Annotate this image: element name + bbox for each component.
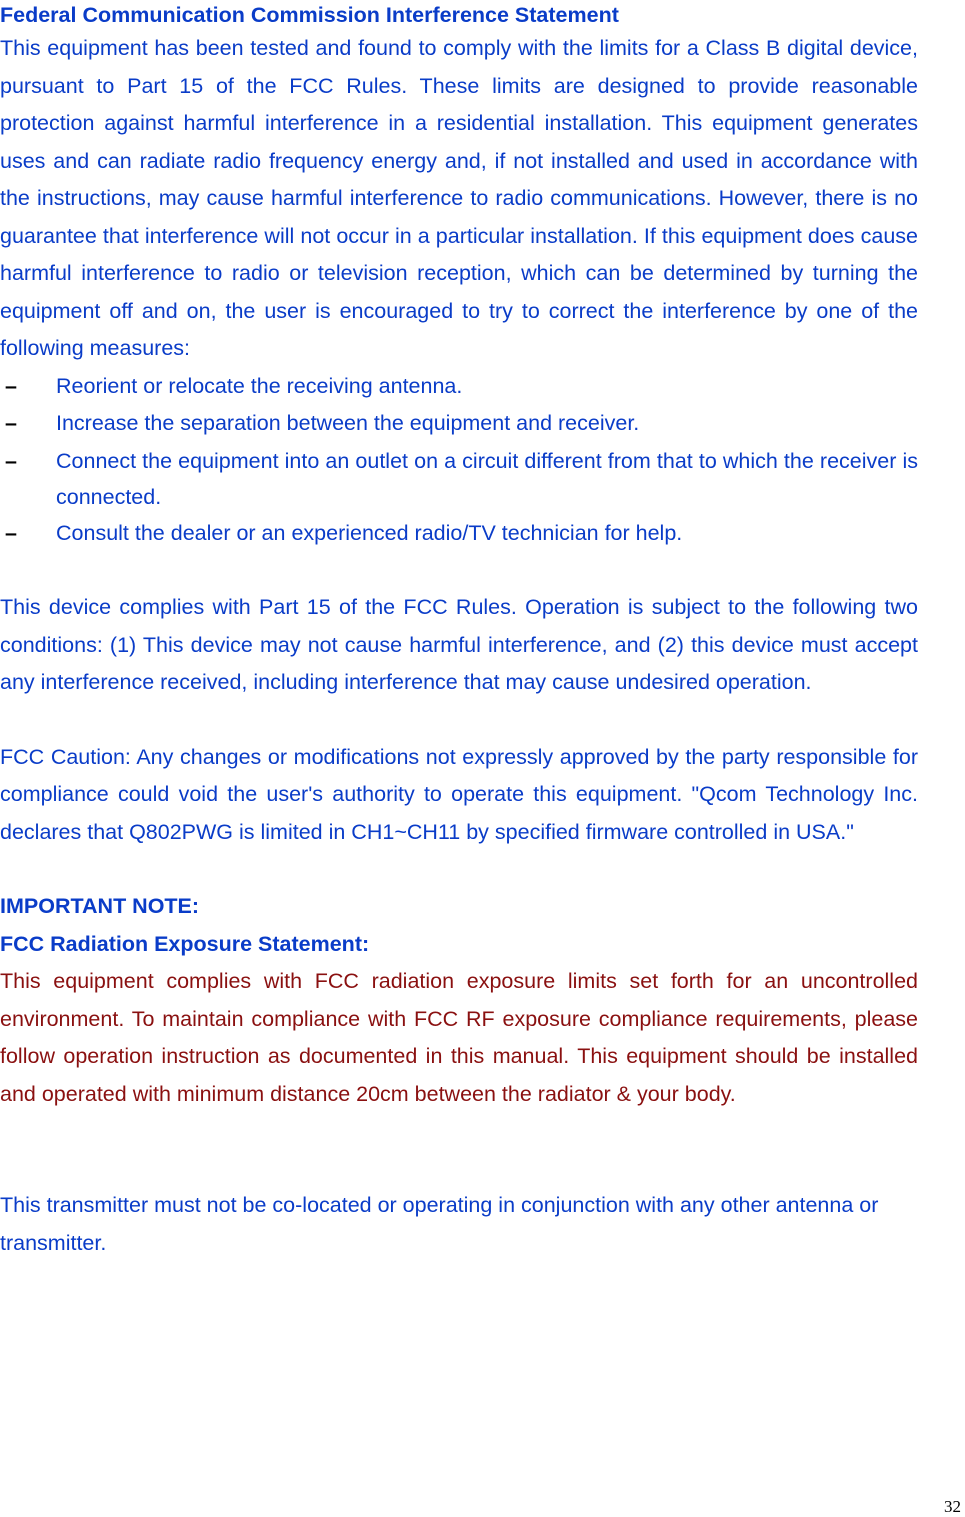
radiation-exposure-heading: FCC Radiation Exposure Statement:	[0, 931, 370, 956]
colocation-paragraph: This transmitter must not be co-located or operating in conjunction with any other antenna or transmitter.	[0, 1193, 879, 1255]
measures-list	[0, 368, 918, 553]
dash-bullet: –	[5, 448, 17, 473]
important-note-heading: IMPORTANT NOTE:	[0, 894, 200, 918]
dash-bullet: –	[5, 520, 17, 545]
measure-item	[0, 405, 918, 443]
measure-text: Reorient or relocate the receiving antenna.	[56, 373, 463, 398]
statement-title: Federal Communication Commission Interference Statement	[0, 3, 619, 27]
measure-text: Increase the separation between the equipment and receiver.	[56, 411, 640, 435]
measure-text: Consult the dealer or an experienced radio/TV technician for help.	[56, 520, 683, 545]
radiation-exposure-text: This equipment complies with FCC radiation exposure limits set forth for an uncontrolled environment. To maintain compliance with FCC RF exposure compliance requirements, please follow operation instruction as documented in this manual. This equipment should be installed and operated with minimum distance 20cm between the radiator & your body.	[0, 969, 918, 1106]
compliance-paragraph: This equipment has been tested and found to comply with the limits for a Class B digital device, pursuant to Part 15 of the FCC Rules. These limits are designed to provide reasonable protection against harmful interference in a residential installation. This equipment generates uses and can radiate radio frequency energy and, if not installed and used in accordance with the instructions, may cause harmful interference to radio communications. However, there is no guarantee that interference will not occur in a particular installation. If this equipment does cause harmful interference to radio or television reception, which can be determined by turning the equipment off and on, the user is encouraged to try to correct the interference by one of the following measures:	[0, 36, 918, 360]
dash-bullet: –	[5, 373, 17, 398]
page-number: 32	[944, 1497, 961, 1516]
measure-item	[0, 368, 918, 406]
fcc-caution-paragraph: FCC Caution: Any changes or modifications not expressly approved by the party responsible for compliance could void the user's authority to operate this equipment. "Qcom Technology Inc. declares that Q802PWG is limited in CH1~CH11 by specified firmware controlled in USA."	[0, 744, 918, 844]
dash-bullet: –	[5, 411, 17, 435]
measure-text: Connect the equipment into an outlet on a circuit different from that to which the receiver is connected.	[56, 448, 918, 509]
measure-item	[0, 443, 918, 515]
part15-conditions-paragraph: This device complies with Part 15 of the FCC Rules. Operation is subject to the following two conditions: (1) This device may not cause harmful interference, and (2) this device must accept any interference received, including interference that may cause undesired operation.	[0, 595, 918, 694]
measure-item	[0, 515, 918, 553]
